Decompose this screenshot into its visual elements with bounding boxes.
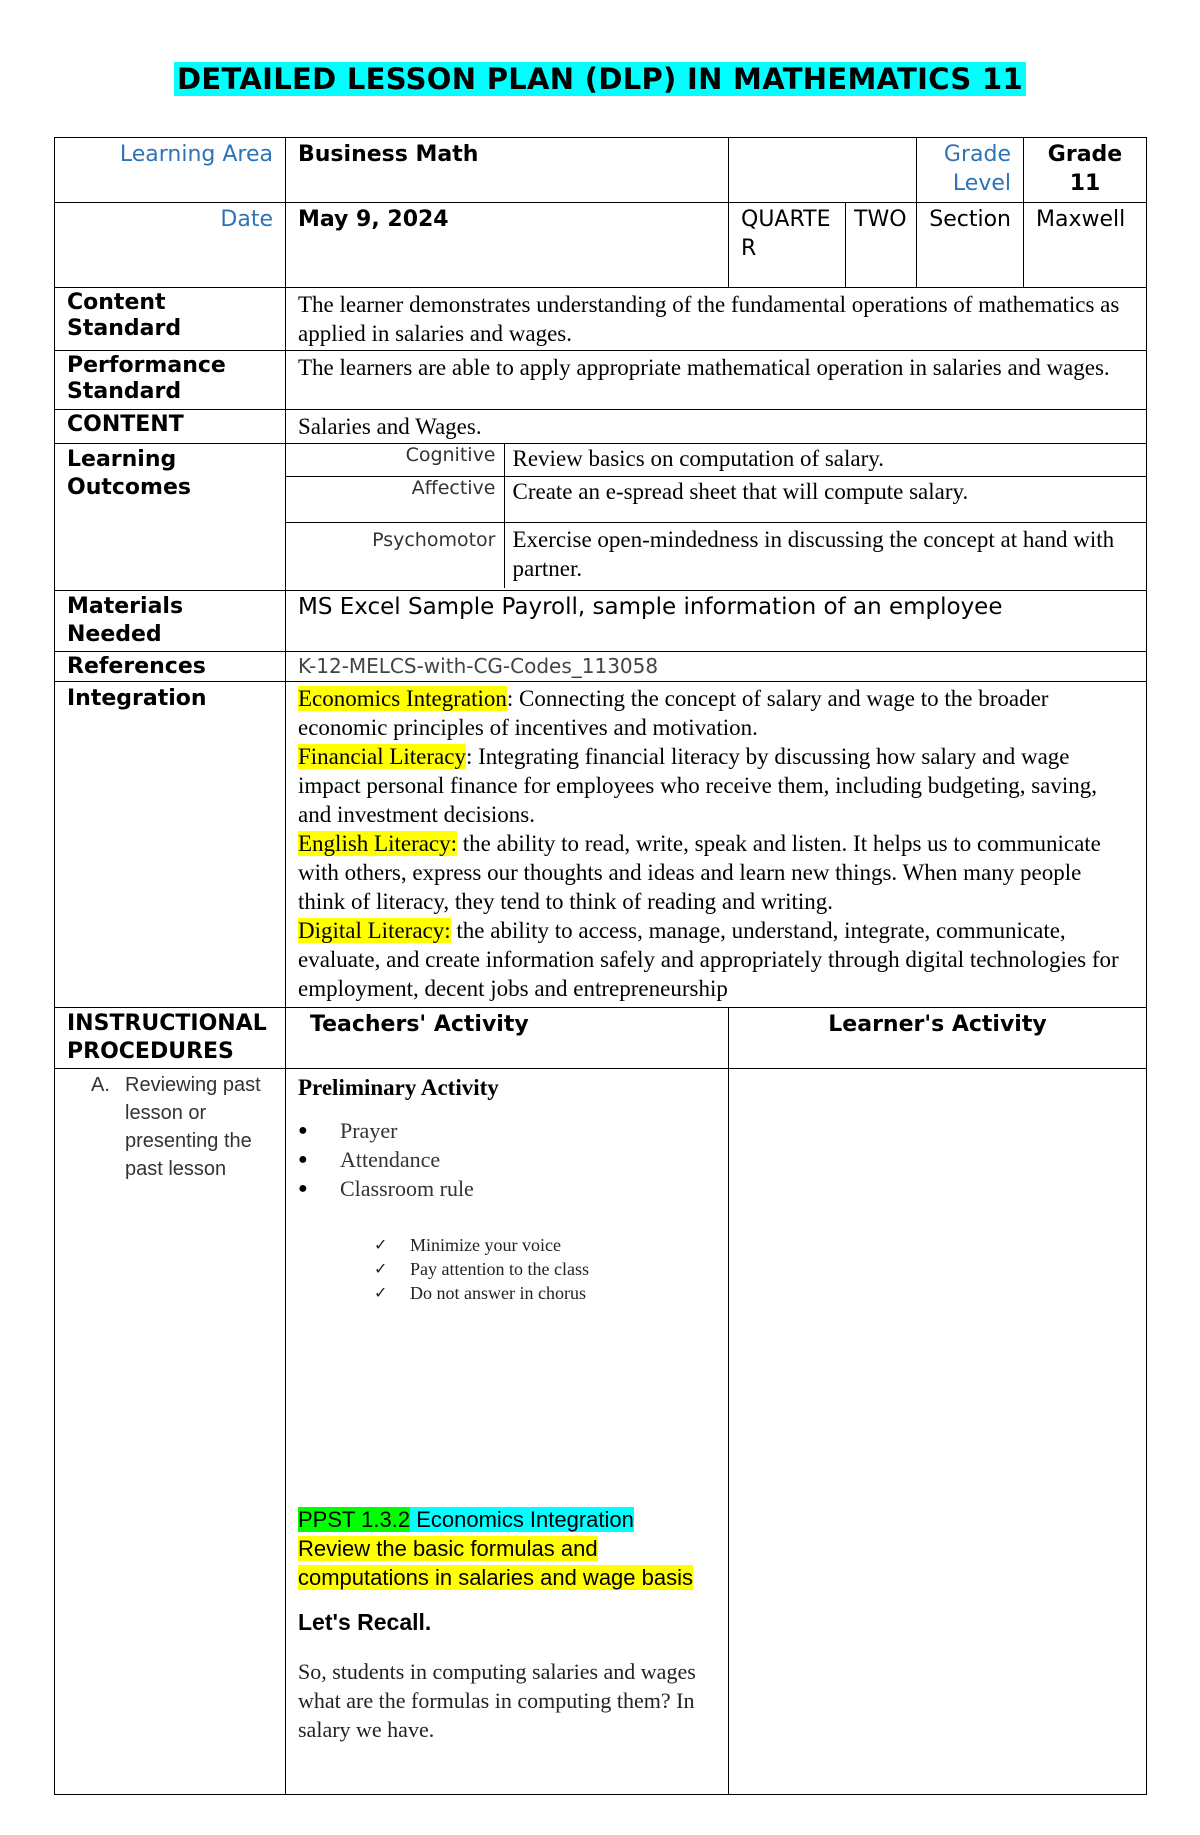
grade-level-value: Grade 11	[1024, 138, 1147, 203]
preliminary-item: ● Attendance	[298, 1145, 716, 1174]
integration-heading: Financial Literacy	[298, 744, 466, 769]
empty-cell	[729, 138, 917, 203]
outcome-text: Create an e-spread sheet that will compute salary.	[504, 476, 1146, 522]
content-standard-text: The learner demonstrates understanding of the fundamental operations of mathematics as applied in salaries and wages.	[286, 288, 1147, 351]
integration-heading: Economics Integration	[298, 686, 507, 711]
learner-activity-cell	[729, 1069, 1147, 1795]
outcome-text: Review basics on computation of salary.	[504, 444, 1146, 476]
teacher-activity-cell	[286, 1069, 729, 1795]
step-a	[55, 1071, 279, 1183]
step-a-text: Reviewing past lesson or presenting the past lesson	[125, 1074, 261, 1180]
integration-item	[298, 829, 1134, 916]
ppst-block	[298, 1505, 716, 1592]
learning-area-label: Learning Area	[55, 138, 286, 203]
procedures-header-row	[55, 1008, 1147, 1069]
integration-label: Integration	[55, 682, 286, 1008]
outcome-text: Exercise open-mindedness in discussing the concept at hand with partner.	[504, 522, 1146, 588]
document-title: DETAILED LESSON PLAN (DLP) IN MATHEMATICS 11	[174, 62, 1026, 96]
integration-heading: English Literacy:	[298, 831, 458, 856]
grade-level-label: Grade Level	[917, 138, 1024, 203]
document-title-wrap	[0, 62, 1200, 96]
learning-outcomes-cell	[286, 444, 1147, 591]
integration-body: the ability to read, write, speak and listen. It helps us to communicate with others, express our thoughts and ideas and learn new things. When many people think of literacy, they tend to think of reading and writing.	[298, 831, 1101, 914]
learning-area-value: Business Math	[286, 138, 729, 203]
recall-title: Let's Recall.	[298, 1609, 432, 1635]
references-row	[55, 652, 1147, 682]
outcome-row	[286, 476, 1146, 522]
integration-body: Integrating financial literacy by discussing how salary and wage impact personal finance for employees who receive them, including budgeting, saving, and investment decisions.	[298, 744, 1098, 827]
date-value: May 9, 2024	[286, 203, 729, 288]
classroom-rule: ✓ Pay attention to the class	[374, 1257, 716, 1281]
classroom-rules-list	[374, 1233, 716, 1305]
teacher-activity-header: Teachers' Activity	[286, 1008, 729, 1069]
outcome-row	[286, 444, 1146, 476]
learning-outcomes-table	[286, 444, 1146, 588]
learning-outcomes-row	[55, 444, 1147, 591]
outcome-domain: Cognitive	[286, 444, 504, 476]
integration-item	[298, 684, 1134, 742]
ppst-text-wrap	[298, 1534, 716, 1592]
learning-area-row	[55, 138, 1147, 203]
content-label: CONTENT	[55, 410, 286, 444]
integration-body: the ability to access, manage, understand, integrate, communicate, evaluate, and create information safely and appropriately through digital technologies for employment, decent jobs and entrepreneurship	[298, 918, 1119, 1001]
content-text: Salaries and Wages.	[286, 410, 1147, 444]
integration-row	[55, 682, 1147, 1008]
step-a-row	[55, 1069, 1147, 1795]
step-a-cell	[55, 1069, 286, 1795]
references-text: K-12-MELCS-with-CG-Codes_113058	[286, 652, 1147, 682]
section-value: Maxwell	[1024, 203, 1147, 288]
quarter-value: TWO	[846, 203, 917, 288]
preliminary-list	[298, 1116, 716, 1203]
outcome-domain: Psychomotor	[286, 522, 504, 588]
outcome-row	[286, 522, 1146, 588]
quarter-label: QUARTER	[729, 203, 846, 288]
integration-text	[286, 682, 1147, 1008]
preliminary-item: ● Classroom rule	[298, 1174, 716, 1203]
outcome-domain: Affective	[286, 476, 504, 522]
classroom-rule: ✓ Do not answer in chorus	[374, 1281, 716, 1305]
step-a-letter: A.	[91, 1074, 110, 1096]
lesson-plan-table	[54, 137, 1147, 1795]
materials-label: Materials Needed	[55, 591, 286, 652]
recall-text: So, students in computing salaries and wages what are the formulas in computing them? In salary we have.	[298, 1659, 696, 1742]
materials-text: MS Excel Sample Payroll, sample information of an employee	[286, 591, 1147, 652]
classroom-rule: ✓ Minimize your voice	[374, 1233, 716, 1257]
section-label: Section	[917, 203, 1024, 288]
date-row	[55, 203, 1147, 288]
learning-outcomes-label: Learning Outcomes	[55, 444, 286, 591]
content-standard-label: Content Standard	[55, 288, 286, 351]
content-standard-row	[55, 288, 1147, 351]
references-label: References	[55, 652, 286, 682]
performance-standard-label: Performance Standard	[55, 351, 286, 410]
performance-standard-text: The learners are able to apply appropriate mathematical operation in salaries and wages.	[286, 351, 1147, 410]
learner-activity-header: Learner's Activity	[729, 1008, 1147, 1069]
integration-item	[298, 742, 1134, 829]
integration-body: Connecting the concept of salary and wage to the broader economic principles of incentives and motivation.	[298, 686, 1049, 740]
ppst-code: PPST 1.3.2	[298, 1507, 411, 1532]
integration-sep: :	[506, 686, 514, 711]
ppst-label: Economics Integration	[410, 1507, 634, 1532]
date-label: Date	[55, 203, 286, 288]
preliminary-title: Preliminary Activity	[298, 1075, 499, 1100]
ppst-text: Review the basic formulas and computations in salaries and wage basis	[298, 1536, 694, 1590]
preliminary-item: ● Prayer	[298, 1116, 716, 1145]
performance-standard-row	[55, 351, 1147, 410]
procedures-label: INSTRUCTIONAL PROCEDURES	[55, 1008, 286, 1069]
integration-item	[298, 916, 1134, 1003]
materials-row	[55, 591, 1147, 652]
integration-sep: :	[465, 744, 473, 769]
integration-heading: Digital Literacy:	[298, 918, 451, 943]
content-row	[55, 410, 1147, 444]
